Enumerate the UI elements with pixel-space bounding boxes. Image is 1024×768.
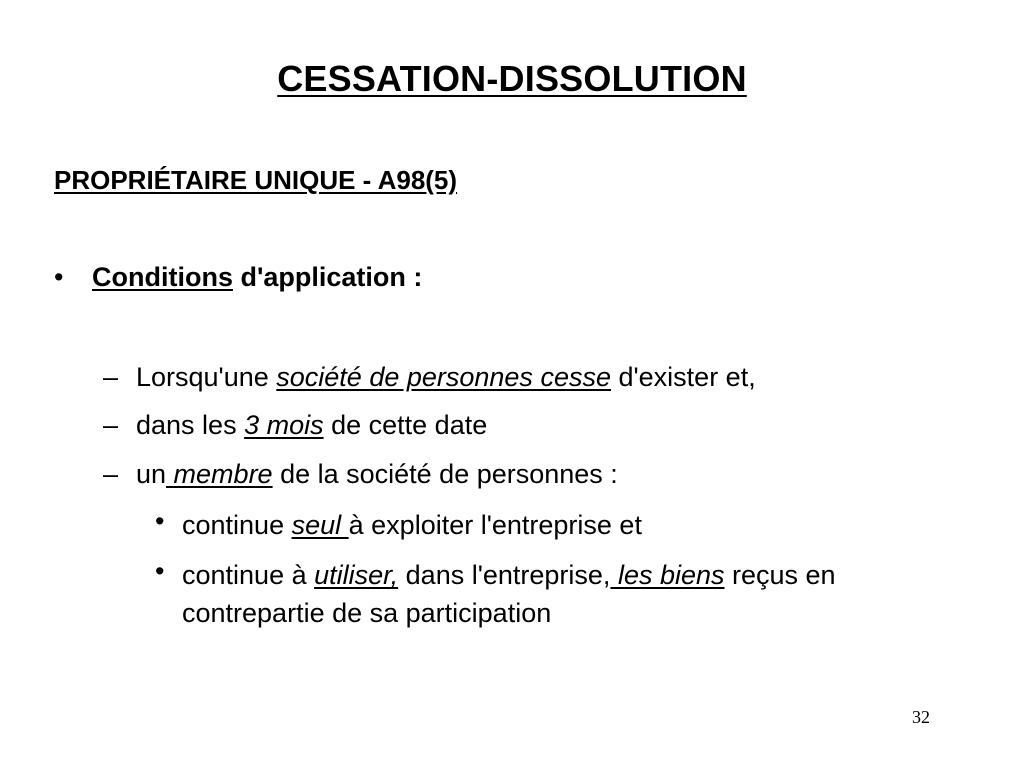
dash-item-2 <box>103 410 487 441</box>
item-2-after: de cette date <box>323 410 488 440</box>
item-3-before: un <box>136 459 167 489</box>
dash-symbol: – <box>103 410 119 440</box>
sub-2-after: reçus en contrepartie de sa participation <box>182 560 836 628</box>
dash-symbol: – <box>103 362 119 392</box>
item-3-emphasis: membre <box>166 459 273 489</box>
sub-bullet-symbol: • <box>155 506 165 536</box>
item-1-after: d'exister et, <box>610 362 756 392</box>
item-1-emphasis: société de personnes cesse <box>276 362 611 392</box>
item-3-after: de la société de personnes : <box>272 459 618 489</box>
sub-bullet-symbol: • <box>155 556 165 586</box>
dash-item-1 <box>103 362 756 393</box>
bullet-conditions <box>54 262 422 293</box>
item-2-before: dans les <box>136 410 245 440</box>
item-1-before: Lorsqu'une <box>136 362 277 392</box>
sub-bullet-1 <box>155 506 985 544</box>
sub-bullet-2-text <box>182 556 985 632</box>
sub-bullet-1-text <box>182 506 985 544</box>
sub-1-after: à exploiter l'entreprise et <box>348 510 642 540</box>
sub-2-middle: dans l'entreprise, <box>398 560 611 590</box>
sub-1-emphasis: seul <box>291 510 349 540</box>
page-number: 32 <box>912 707 930 727</box>
sub-1-before: continue <box>182 510 292 540</box>
conditions-rest: d'application : <box>232 262 423 292</box>
bullet-symbol: • <box>54 262 64 292</box>
slide-title: CESSATION-DISSOLUTION <box>277 58 747 99</box>
item-2-emphasis: 3 mois <box>244 410 324 440</box>
sub-2-before: continue à <box>182 560 315 590</box>
dash-item-3 <box>103 459 618 490</box>
sub-2-emphasis-2: les biens <box>610 560 725 590</box>
sub-2-emphasis-1: utiliser, <box>314 560 399 590</box>
conditions-keyword: Conditions <box>92 262 233 292</box>
dash-symbol: – <box>103 459 119 489</box>
slide-subtitle: PROPRIÉTAIRE UNIQUE - A98(5) <box>54 165 458 195</box>
sub-bullet-2 <box>155 556 985 632</box>
